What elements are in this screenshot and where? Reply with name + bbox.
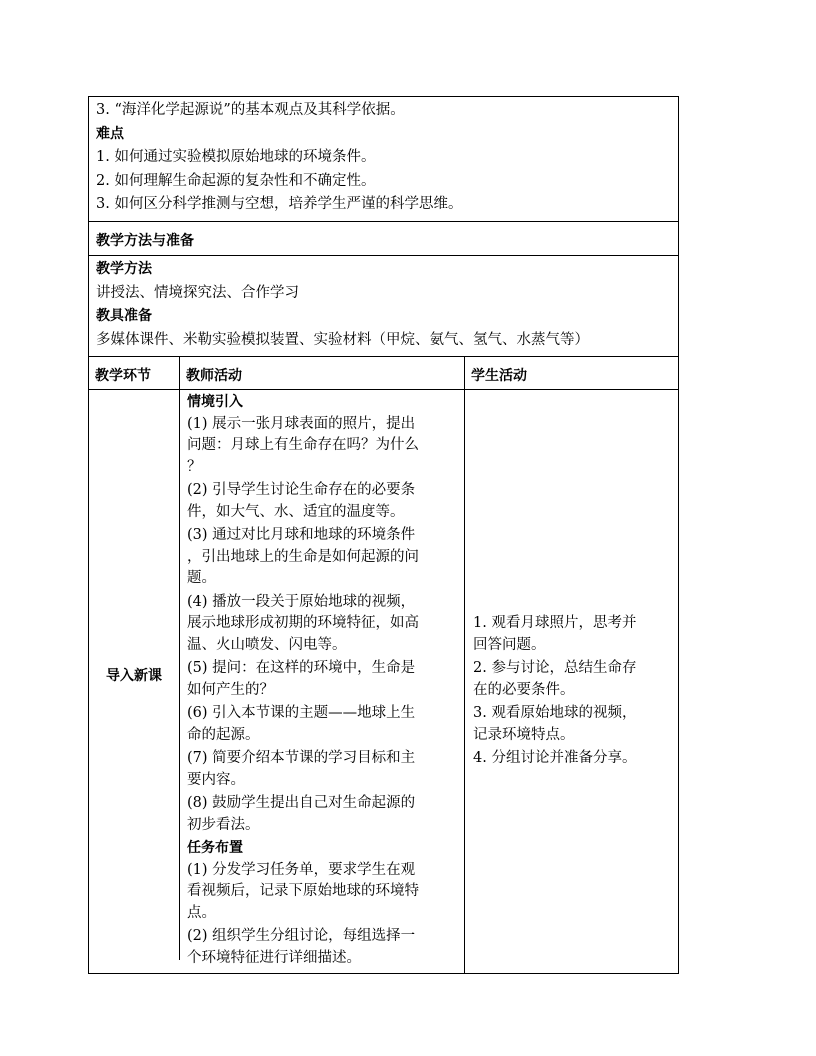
teacher-activity-item-line: (2) 引导学生讨论生命存在的必要条 [187,482,416,498]
methods-text: 讲授法、情境探究法、合作学习 [96,284,299,301]
student-activity-item [473,658,672,701]
methods-heading: 教学方法 [96,261,152,277]
header-teacher: 教师活动 [180,357,465,390]
teacher-task-item-line: 点。 [187,904,216,921]
student-activity-cell [465,390,678,973]
teacher-activity-cell [180,390,465,973]
teacher-activity-item-line: (5) 提问：在这样的环境中，生命是 [187,660,416,676]
teacher-activity-item-line: 命的起源。 [187,726,260,743]
methods-prep-section [89,256,678,357]
key-points-section [89,97,678,222]
difficulty-item: 2. 如何理解生命起源的复杂性和不确定性。 [96,172,376,189]
teacher-activity-item-line: 展示地球形成初期的环境特征，如高 [187,615,419,631]
student-activity-item [473,613,672,656]
teacher-activity-item-line: (6) 引入本节课的主题——地球上生 [187,705,416,721]
student-activity-item-line: 记录环境特点。 [473,726,575,743]
teacher-activity-item-line: 初步看法。 [187,816,260,833]
teacher-activity-item-line: (3) 通过对比月球和地球的环境条件 [187,527,416,543]
header-stage: 教学环节 [89,357,180,390]
student-activity-item [473,748,672,770]
teacher-activity-item-line: 要内容。 [187,771,245,788]
student-activity-item-line: 在的必要条件。 [473,681,575,698]
difficulty-item: 3. 如何区分科学推测与空想，培养学生严谨的科学思维。 [96,196,463,212]
teacher-activity-item [187,414,458,479]
teacher-activity-item-line: (1) 展示一张月球表面的照片，提出 [187,415,416,432]
stage-cell: 导入新课 [89,390,180,960]
teacher-heading-intro: 情境引入 [187,394,243,410]
student-activity-item-line: 1. 观看月球照片，思考并 [473,615,637,632]
teacher-activity-item-line: (4) 播放一段关于原始地球的视频， [187,593,416,610]
teacher-task-item-line: 看视频后，记录下原始地球的环境特 [187,883,419,899]
student-activity-item-line: 2. 参与讨论，总结生命存 [473,660,637,677]
teacher-task-item-line: (2) 组织学生分组讨论，每组选择一 [187,928,416,944]
teacher-task-item [187,926,458,969]
tools-heading: 教具准备 [96,308,152,324]
student-activity-item [473,703,672,746]
teacher-task-item [187,860,458,925]
lesson-plan-table [88,96,679,974]
teacher-heading-task: 任务布置 [187,840,243,856]
student-activity-item-line: 回答问题。 [473,636,546,653]
teacher-activity-item [187,658,458,701]
activity-table [89,357,678,973]
teacher-task-item-line: (1) 分发学习任务单，要求学生在观 [187,861,416,878]
teacher-activity-item-line: ？ [187,458,202,475]
teacher-activity-item [187,592,458,657]
difficulty-heading: 难点 [96,125,124,142]
teacher-activity-item-line: 题。 [187,570,216,586]
teacher-activity-item-line: 件，如大气、水、适宜的温度等。 [187,503,405,520]
student-activity-item-line: 4. 分组讨论并准备分享。 [473,750,637,767]
teacher-activity-item-line: (7) 简要介绍本节课的学习目标和主 [187,750,416,766]
teacher-activity-item-line: 温、火山喷发、闪电等。 [187,636,347,653]
key-point-item-3: 3. “海洋化学起源说”的基本观点及其科学依据。 [96,102,405,118]
teacher-activity-item-line: ，引出地球上的生命是如何起源的问 [187,548,419,565]
teacher-activity-item [187,525,458,590]
methods-prep-title-section [89,222,678,257]
teacher-activity-item-line: 如何产生的？ [187,681,274,698]
teacher-activity-item [187,703,458,746]
teacher-activity-item [187,480,458,523]
student-activity-item-line: 3. 观看原始地球的视频， [473,705,637,722]
teacher-activity-item-line: (8) 鼓励学生提出自己对生命起源的 [187,795,416,811]
teacher-task-item-line: 个环境特征进行详细描述。 [187,949,361,966]
header-student: 学生活动 [465,357,678,390]
teacher-activity-item [187,748,458,791]
section-heading: 教学方法与准备 [96,232,194,249]
teacher-activity-item [187,793,458,836]
tools-text: 多媒体课件、米勒实验模拟装置、实验材料（甲烷、氨气、氢气、水蒸气等） [96,331,589,348]
teacher-activity-item-line: 问题：月球上有生命存在吗？为什么 [187,437,419,453]
difficulty-item: 1. 如何通过实验模拟原始地球的环境条件。 [96,149,376,165]
